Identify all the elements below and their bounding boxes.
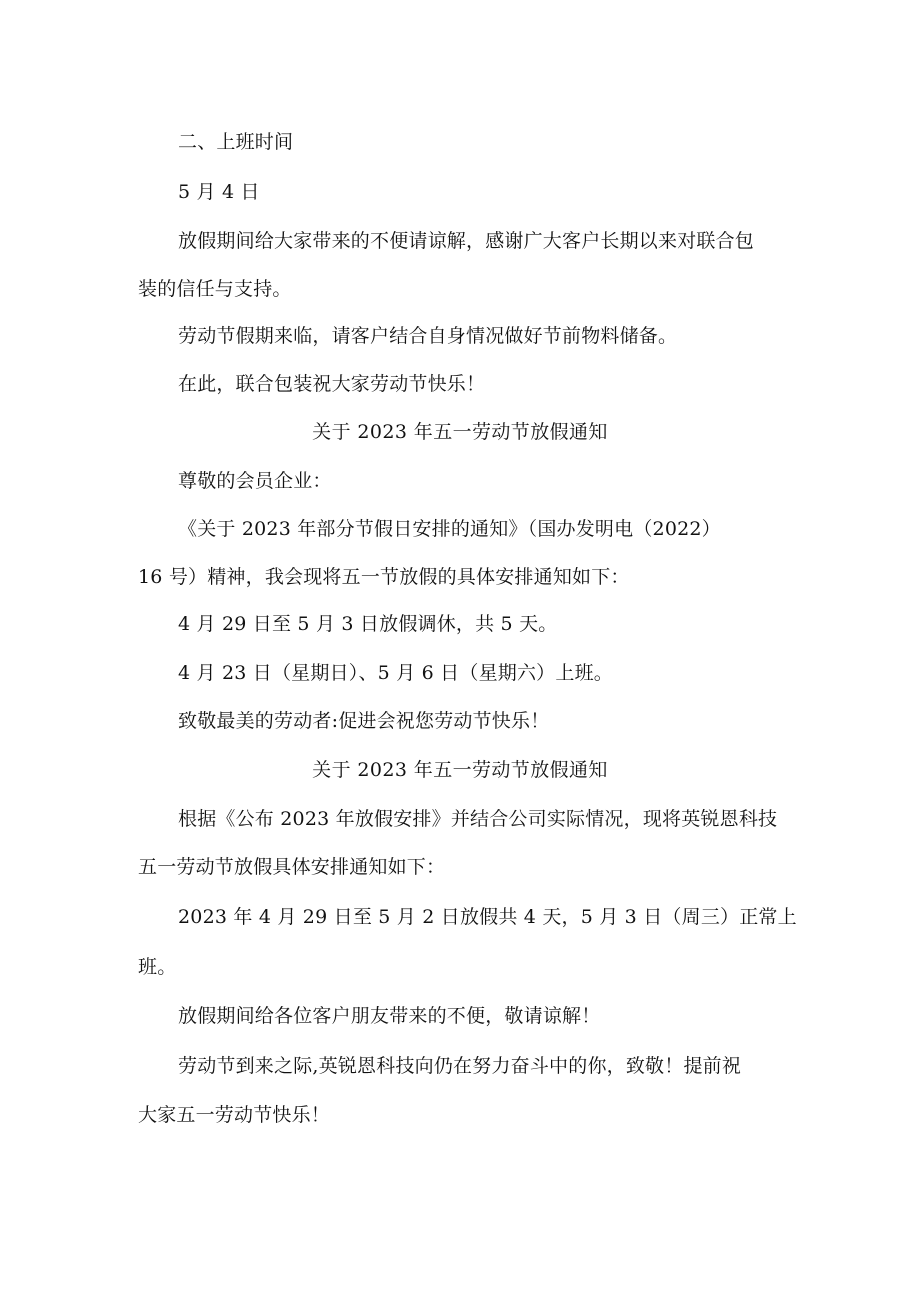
closing-line: 致敬最美的劳动者:促进会祝您劳动节快乐！	[178, 710, 550, 732]
paragraph-line: 大家五一劳动节快乐！	[138, 1104, 331, 1126]
salutation: 尊敬的会员企业：	[178, 470, 332, 492]
paragraph-line: 根据《公布 2023 年放假安排》并结合公司实际情况，现将英锐恩科技	[178, 808, 778, 830]
paragraph: 劳动节假期来临，请客户结合自身情况做好节前物料储备。	[178, 325, 678, 347]
paragraph-line: 2023 年 4 月 29 日至 5 月 2 日放假共 4 天，5 月 3 日（周三）正常上	[178, 906, 797, 928]
paragraph-line: 班。	[138, 956, 177, 978]
paragraph-line: 劳动节到来之际,英锐恩科技向仍在努力奋斗中的你，致敬！提前祝	[178, 1055, 742, 1077]
paragraph-line: 装的信任与支持。	[138, 278, 292, 300]
paragraph-line: 放假期间给大家带来的不便请谅解，感谢广大客户长期以来对联合包	[178, 230, 755, 252]
paragraph: 在此，联合包装祝大家劳动节快乐！	[178, 373, 486, 395]
holiday-schedule: 4 月 29 日至 5 月 3 日放假调休，共 5 天。	[178, 613, 558, 635]
section-heading: 二、上班时间	[178, 131, 294, 153]
workday-schedule: 4 月 23 日（星期日）、5 月 6 日（星期六）上班。	[178, 662, 613, 684]
paragraph-line: 五一劳动节放假具体安排通知如下：	[138, 856, 446, 878]
work-date: 5 月 4 日	[178, 181, 260, 203]
paragraph-line: 16 号）精神，我会现将五一节放假的具体安排通知如下：	[138, 566, 630, 588]
paragraph: 放假期间给各位客户朋友带来的不便，敬请谅解！	[178, 1005, 601, 1027]
notice-title: 关于 2023 年五一劳动节放假通知	[312, 421, 608, 443]
paragraph-line: 《关于 2023 年部分节假日安排的通知》（国办发明电（2022）	[178, 518, 721, 540]
notice-title: 关于 2023 年五一劳动节放假通知	[312, 759, 608, 781]
